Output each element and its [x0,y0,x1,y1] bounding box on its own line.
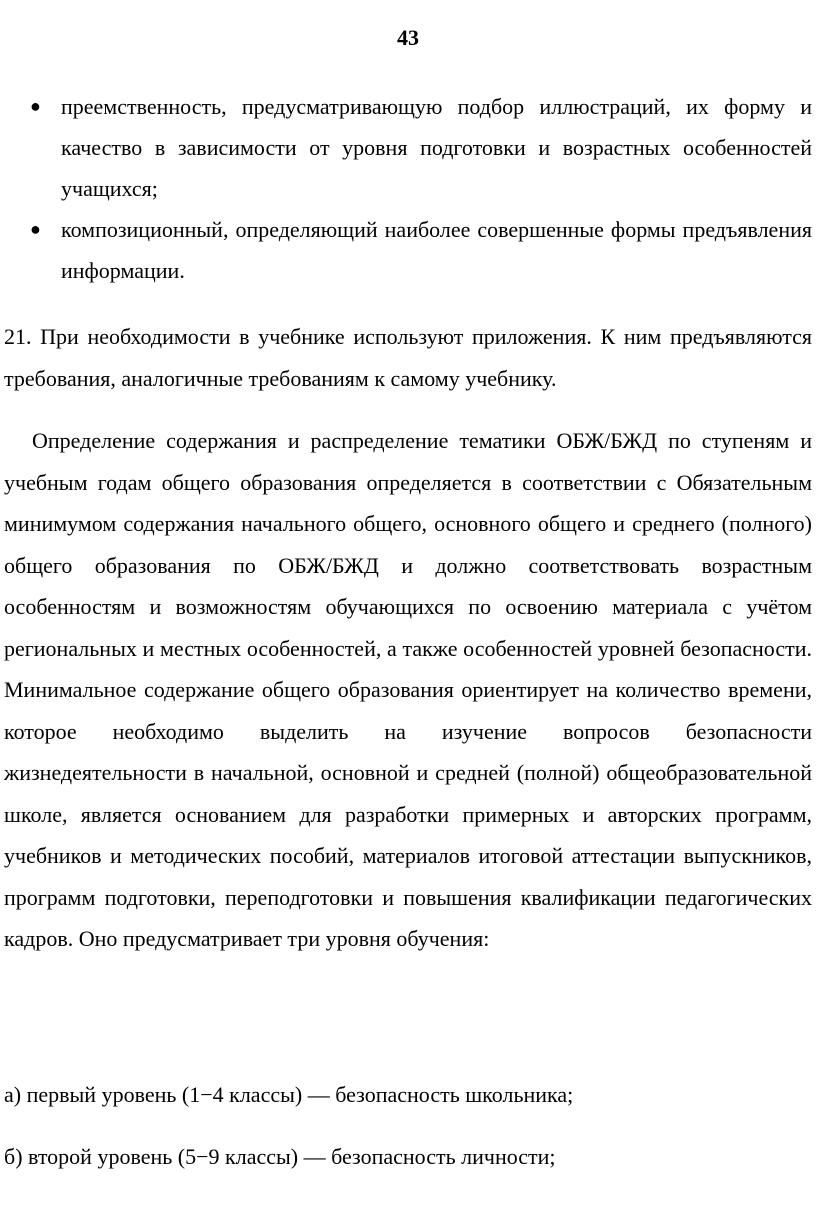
list-item [0,209,816,291]
bullet-icon: ● [30,96,41,116]
paragraph-21: 21. При необходимости в учебнике используют приложения. К ним предъявляются требования, аналогичные требованиям к самому учебнику. [4,324,812,391]
bullet-icon: ● [30,219,41,239]
level-a-line: а) первый уровень (1−4 классы) — безопасность школьника; [4,1082,574,1107]
list-item-text: преемственность, предусматривающую подбор иллюстраций, их форму и качество в зависимости от уровня подготовки и возрастных особенностей учащихся; [61,94,812,201]
paragraph-main: Определение содержания и распределение тематики ОБЖ/БЖД по ступеням и учебным годам общего образования определяется в соответствии с Обязательным минимумом содержания начального общего, основного общего и среднего (полного) общего образования по ОБЖ/БЖД и должно соответствовать возрастным особенностям и возможностям обучающихся по освоению материала с учётом региональных и местных особенностей, а также особенностей уровней безопасности. Минимальное содержание общего образования ориентирует на количество времени, которое необходимо выделить на изучение вопросов безопасности жизнедеятельности в начальной, основной и средней (полной) общеобразовательной школе, является основанием для разработки примерных и авторских программ, учебников и методических пособий, материалов итоговой аттестации выпускников, программ подготовки, переподготовки и повышения квалификации педагогических кадров. Оно предусматривает три уровня обучения: [4,428,812,951]
list-item-text: композиционный, определяющий наиболее совершенные формы предъявления информации. [61,217,812,283]
page-number: 43 [397,25,419,50]
level-b-line: б) второй уровень (5−9 классы) — безопасность личности; [4,1144,556,1169]
bullet-list [0,86,816,291]
list-item [0,86,816,209]
